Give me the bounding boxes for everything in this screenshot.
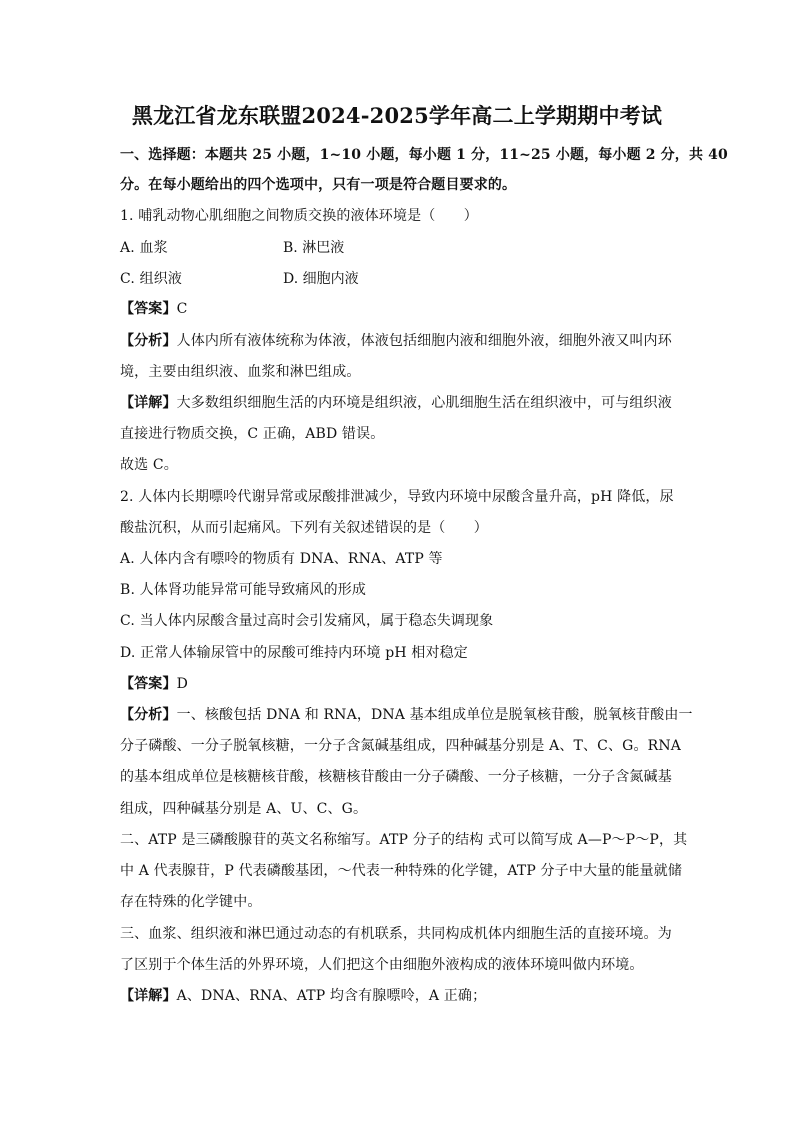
- question-2-stem-line-2: 酸盐沉积，从而引起痛风。下列有关叙述错误的是（ ）: [120, 520, 488, 536]
- analysis-tag: 【分析】: [120, 333, 177, 349]
- question-1-analysis-line-2: 境，主要由组织液、血浆和淋巴组成。: [120, 364, 361, 380]
- question-1-analysis-line-1: [120, 331, 672, 351]
- question-1-option-d: D. 细胞内液: [283, 271, 359, 287]
- question-2-option-c: C. 当人体内尿酸含量过高时会引发痛风，属于稳态失调现象: [120, 613, 494, 629]
- detail-text: A、DNA、RNA、ATP 均含有腺嘌呤，A 正确；: [176, 988, 487, 1004]
- page-title: 黑龙江省龙东联盟2024-2025学年高二上学期期中考试: [131, 103, 663, 128]
- question-2-option-b: B. 人体肾功能异常可能导致痛风的形成: [120, 582, 367, 598]
- question-1-detail-line-1: [120, 393, 672, 413]
- question-1-option-c: C. 组织液: [120, 271, 183, 287]
- analysis-text: 人体内所有液体统称为体液，体液包括细胞内液和细胞外液，细胞外液又叫内环: [176, 333, 672, 349]
- detail-tag: 【详解】: [120, 988, 177, 1004]
- answer-value: C: [176, 301, 188, 317]
- question-2-stem-line-1: 2. 人体内长期嘌呤代谢异常或尿酸排泄减少，导致内环境中尿酸含量升高，pH 降低，尿: [120, 489, 674, 505]
- question-2-detail-line-1: [120, 986, 486, 1006]
- detail-text: 大多数组织细胞生活的内环境是组织液，心肌细胞生活在组织液中，可与组织液: [176, 395, 672, 411]
- answer-value: D: [176, 676, 188, 692]
- question-2-analysis-line-6: 中 A 代表腺苷，P 代表磷酸基团，～代表一种特殊的化学键，ATP 分子中大量的能量就储: [120, 863, 683, 879]
- question-2-option-d: D. 正常人体输尿管中的尿酸可维持内环境 pH 相对稳定: [120, 645, 468, 661]
- question-2-analysis-line-2: 分子磷酸、一分子脱氧核糖，一分子含氮碱基组成，四种碱基分别是 A、T、C、G。RNA: [120, 738, 681, 754]
- question-2-analysis-line-8: 三、血浆、组织液和淋巴通过动态的有机联系，共同构成机体内细胞生活的直接环境。为: [120, 926, 672, 942]
- question-2-analysis-line-1: [120, 705, 693, 725]
- question-2-option-a: A. 人体内含有嘌呤的物质有 DNA、RNA、ATP 等: [120, 551, 443, 567]
- question-1-conclusion: 故选 C。: [120, 457, 178, 473]
- question-2-analysis-line-7: 存在特殊的化学键中。: [120, 894, 262, 910]
- question-1-stem: 1. 哺乳动物心肌细胞之间物质交换的液体环境是（ ）: [120, 208, 478, 224]
- detail-tag: 【详解】: [120, 395, 177, 411]
- analysis-text: 一、核酸包括 DNA 和 RNA，DNA 基本组成单位是脱氧核苷酸，脱氧核苷酸由一: [176, 707, 693, 723]
- analysis-tag: 【分析】: [120, 707, 177, 723]
- question-2-analysis-line-5: 二、ATP 是三磷酸腺苷的英文名称缩写。ATP 分子的结构 式可以简写成 A—P～P～P，其: [120, 832, 688, 848]
- question-2-answer: [120, 674, 188, 694]
- question-1-answer: [120, 299, 187, 319]
- answer-tag: 【答案】: [120, 676, 177, 692]
- section-instruction-line-1: 一、选择题：本题共 25 小题，1~10 小题，每小题 1 分，11~25 小题，每小题 2 分，共 40: [120, 147, 728, 163]
- question-2-analysis-line-3: 的基本组成单位是核糖核苷酸，核糖核苷酸由一分子磷酸、一分子核糖，一分子含氮碱基: [120, 769, 672, 785]
- answer-tag: 【答案】: [120, 301, 177, 317]
- section-instruction-line-2: 分。在每小题给出的四个选项中，只有一项是符合题目要求的。: [120, 177, 517, 193]
- question-2-analysis-line-9: 了区别于个体生活的外界环境，人们把这个由细胞外液构成的液体环境叫做内环境。: [120, 957, 644, 973]
- question-2-analysis-line-4: 组成，四种碱基分别是 A、U、C、G。: [120, 801, 368, 817]
- question-1-option-b: B. 淋巴液: [283, 240, 345, 256]
- question-1-option-a: A. 血浆: [120, 240, 168, 256]
- question-1-detail-line-2: 直接进行物质交换，C 正确，ABD 错误。: [120, 426, 385, 442]
